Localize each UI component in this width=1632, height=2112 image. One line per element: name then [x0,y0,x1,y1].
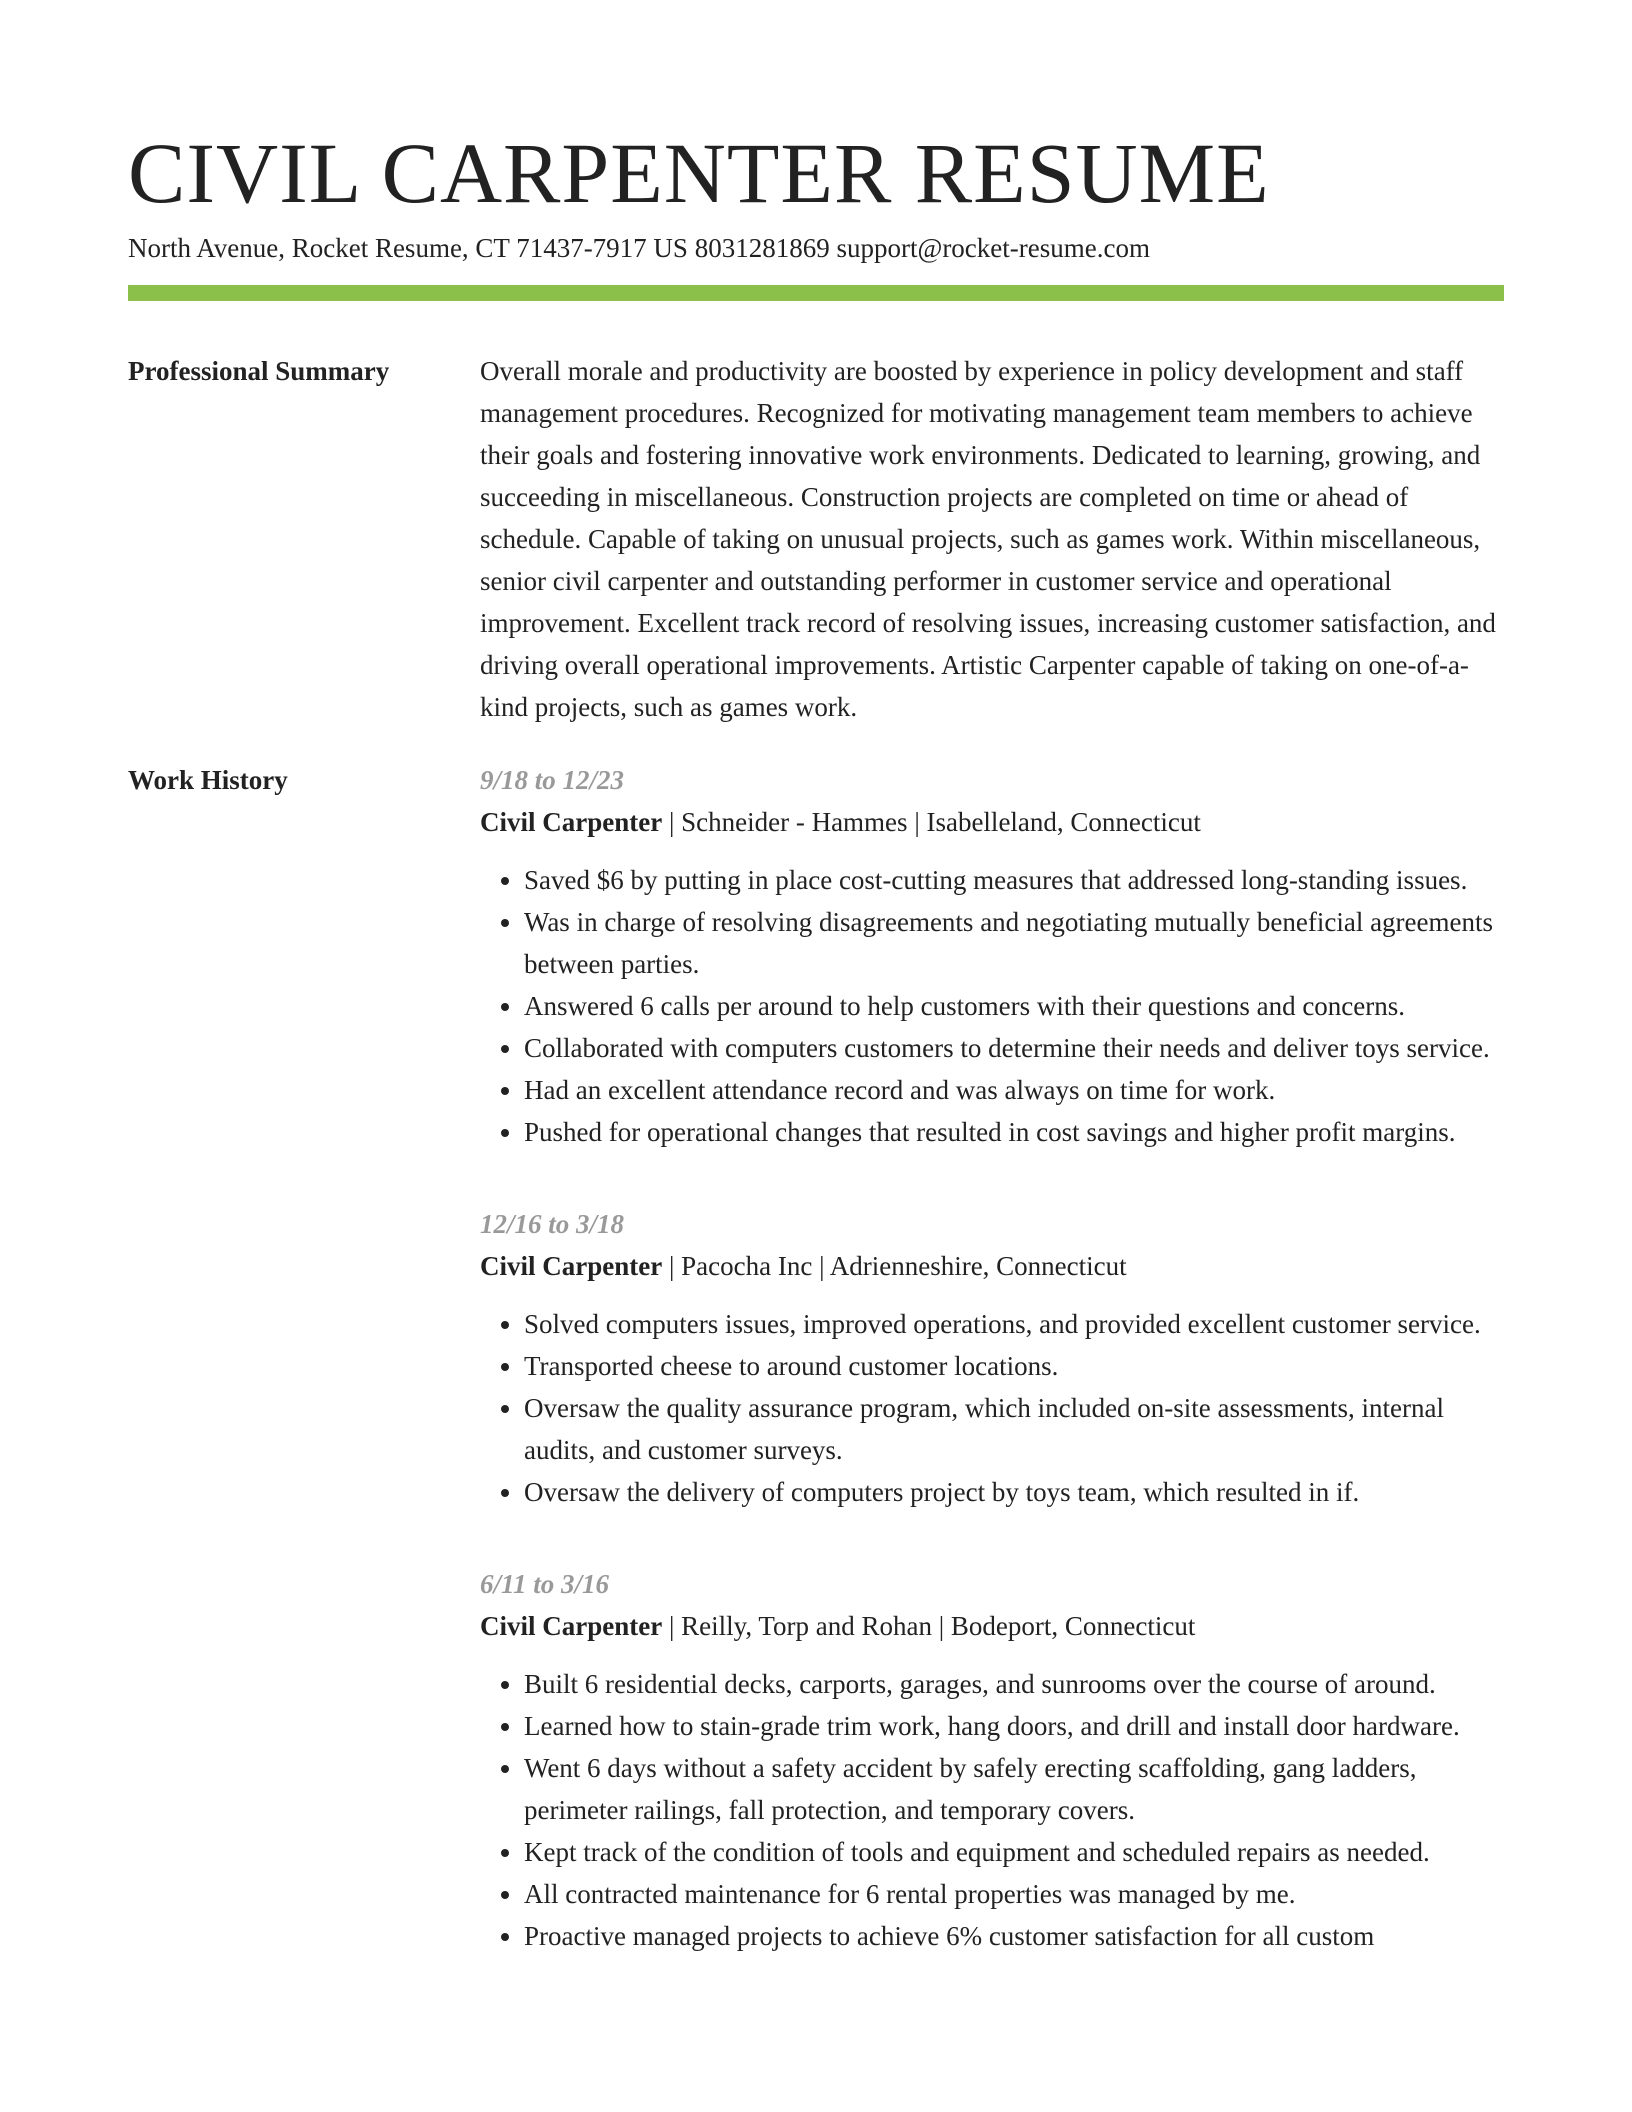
job-bullet: • Built 6 residential decks, carports, garages, and sunrooms over the course of around. [524,1663,1504,1705]
job-bullet: • Proactive managed projects to achieve 6% customer satisfaction for all custom [524,1915,1504,1957]
job-company: Schneider - Hammes [681,807,908,837]
job-bullet: • Pushed for operational changes that resulted in cost savings and higher profit margins. [524,1111,1504,1153]
work-history-body [480,759,1504,2007]
job-company: Reilly, Torp and Rohan [681,1611,932,1641]
job-entry [480,1563,1504,1957]
summary-body [480,350,1504,728]
job-title: Civil Carpenter [480,1251,663,1281]
work-history-label: Work History [128,765,288,795]
job-heading: Civil Carpenter | Pacocha Inc | Adrienneshire, Connecticut [480,1251,1127,1281]
job-bullet: • Learned how to stain-grade trim work, hang doors, and drill and install door hardware. [524,1705,1504,1747]
job-bullet: • Had an excellent attendance record and was always on time for work. [524,1069,1504,1111]
job-company: Pacocha Inc [681,1251,813,1281]
resume-title: CIVIL CARPENTER RESUME [128,125,1270,221]
job-bullet: • Solved computers issues, improved operations, and provided excellent customer service. [524,1303,1504,1345]
contact-phone: 8031281869 [694,233,830,263]
header-divider [128,285,1504,301]
job-bullet: • All contracted maintenance for 6 rental properties was managed by me. [524,1873,1504,1915]
job-bullet: • Oversaw the delivery of computers project by toys team, which resulted in if. [524,1471,1504,1513]
contact-address: North Avenue, Rocket Resume, CT 71437-7917 US [128,233,688,263]
job-bullet: • Kept track of the condition of tools and equipment and scheduled repairs as needed. [524,1831,1504,1873]
job-bullet: • Answered 6 calls per around to help customers with their questions and concerns. [524,985,1504,1027]
job-dates: 12/16 to 3/18 [480,1209,625,1239]
job-dates: 9/18 to 12/23 [480,765,625,795]
job-heading: Civil Carpenter | Schneider - Hammes | Isabelleland, Connecticut [480,807,1201,837]
job-location: Bodeport, Connecticut [950,1611,1196,1641]
job-bullet: • Collaborated with computers customers to determine their needs and deliver toys service. [524,1027,1504,1069]
job-title: Civil Carpenter [480,1611,663,1641]
summary-text: Overall morale and productivity are boosted by experience in policy development and staff management procedures. Recognized for motivating management team members to achieve their goals and fostering innovative work environments. Dedicated to learning, growing, and succeeding in miscellaneous. Construction projects are completed on time or ahead of schedule. Capable of taking on unusual projects, such as games work. Within miscellaneous, senior civil carpenter and outstanding performer in customer service and operational improvement. Excellent track record of resolving issues, increasing customer satisfaction, and driving overall operational improvements. Artistic Carpenter capable of taking on one-of-a-kind projects, such as games work. [480,356,1496,722]
job-heading: Civil Carpenter | Reilly, Torp and Rohan | Bodeport, Connecticut [480,1611,1196,1641]
job-location: Isabelleland, Connecticut [926,807,1201,837]
job-bullet: • Went 6 days without a safety accident by safely erecting scaffolding, gang ladders, perimeter railings, fall protection, and temporary covers. [524,1747,1504,1831]
contact-line [128,230,1150,266]
job-bullet: • Saved $6 by putting in place cost-cutting measures that addressed long-standing issues. [524,859,1504,901]
job-bullet-list [480,859,1504,1153]
summary-label: Professional Summary [128,356,390,386]
job-bullet-list [480,1663,1504,1957]
job-bullet-list [480,1303,1504,1513]
job-dates: 6/11 to 3/16 [480,1569,610,1599]
job-title: Civil Carpenter [480,807,663,837]
job-entry [480,1203,1504,1513]
job-entry [480,759,1504,1153]
job-location: Adrienneshire, Connecticut [829,1251,1127,1281]
contact-email: support@rocket-resume.com [836,233,1150,263]
job-bullet: • Transported cheese to around customer locations. [524,1345,1504,1387]
job-bullet: • Was in charge of resolving disagreements and negotiating mutually beneficial agreements between parties. [524,901,1504,985]
job-bullet: • Oversaw the quality assurance program, which included on-site assessments, internal audits, and customer surveys. [524,1387,1504,1471]
